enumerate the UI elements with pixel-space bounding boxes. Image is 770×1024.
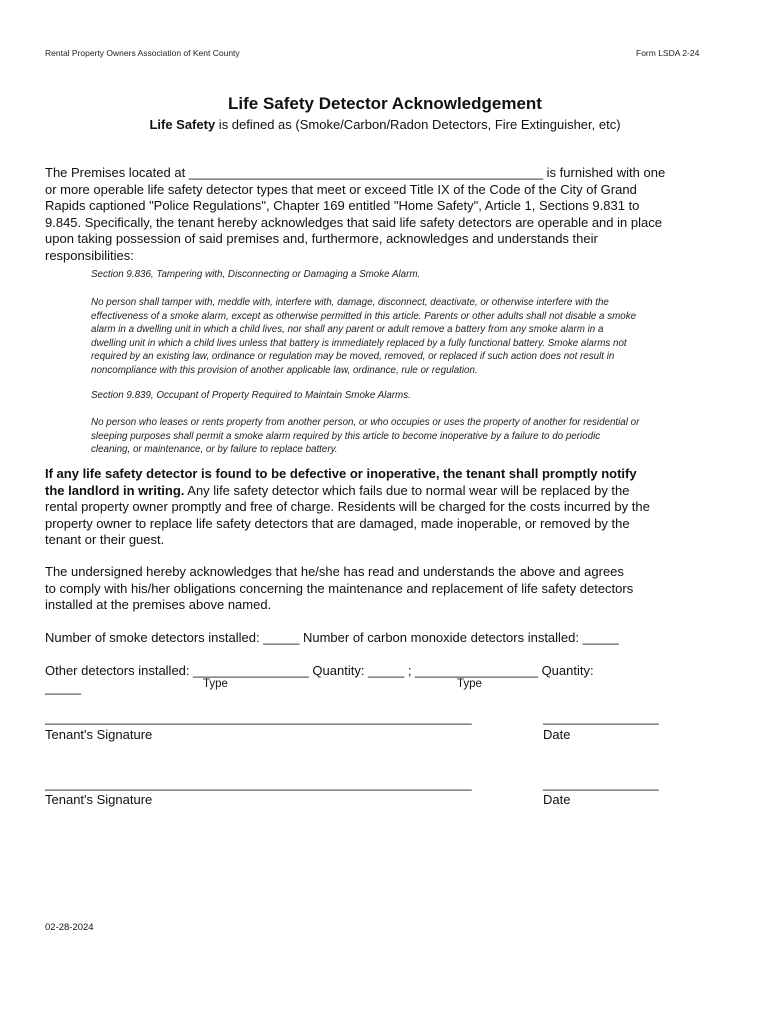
intro-line: 9.845. Specifically, the tenant hereby acknowledges that said life safety detectors are operable and in place <box>45 214 662 230</box>
acknowledge-paragraph <box>45 564 633 614</box>
date-label: Date <box>543 727 571 742</box>
section-line: required by an existing law, ordinance or regulation may be moved, removed, or replaced if such action does not result in <box>91 351 615 362</box>
section-line: cleaning, or maintenance, or by failure to replace battery. <box>91 444 338 455</box>
intro-paragraph <box>45 165 665 264</box>
defect-line-rest: Any life safety detector which fails due to normal wear will be replaced by the <box>184 482 630 498</box>
intro-line: Rapids captioned "Police Regulations", Chapter 169 entitled "Home Safety", Article 1, Sections 9.831 to <box>45 198 640 213</box>
section-line: alarm in a dwelling unit in which a child lives, nor shall any parent or adult remove a battery from any smoke alarm in a <box>91 324 604 335</box>
section-9836-heading: Section 9.836, Tampering with, Disconnecting or Damaging a Smoke Alarm. <box>91 269 421 280</box>
defect-line: tenant or their guest. <box>45 532 165 547</box>
date-label: Date <box>543 792 571 807</box>
section-line: noncompliance with this provision of another applicable law, ordinance, rule or regulation. <box>91 364 478 376</box>
defect-line: property owner to replace life safety detectors that are damaged, made inoperable, or removed by the <box>45 515 630 531</box>
organization-name: Rental Property Owners Association of Kent County <box>45 48 240 58</box>
section-9836-text <box>91 296 636 377</box>
tenant-signature-line[interactable]: ___________________________________________________________ <box>45 710 472 725</box>
date-line[interactable]: ________________ <box>543 776 659 791</box>
subtitle <box>0 117 770 132</box>
intro-line: The Premises located at _________________________________________________ is furnished with one <box>45 165 666 180</box>
section-line: effectiveness of a smoke alarm, except as otherwise permitted in this article. Parents or other adults shall not disable a smoke <box>91 310 637 322</box>
section-line: dwelling unit in which a child lives unless that battery is immediately replaced by a fully functional battery. Smoke alarms not <box>91 337 627 349</box>
page-title: Life Safety Detector Acknowledgement <box>228 94 542 113</box>
subtitle-rest: is defined as (Smoke/Carbon/Radon Detectors, Fire Extinguisher, etc) <box>215 117 621 132</box>
other-detectors-quantity-field[interactable]: _____ <box>45 680 82 695</box>
acknowledge-line: installed at the premises above named. <box>45 597 272 612</box>
section-9839-text <box>91 416 639 457</box>
date-line[interactable]: ________________ <box>543 710 659 725</box>
section-line: sleeping purposes shall permit a smoke alarm required by this article to become inoperative by a failure to do periodic <box>91 430 601 442</box>
form-id: Form LSDA 2-24 <box>636 48 700 58</box>
defect-bold-line: the landlord in writing. <box>45 482 185 498</box>
detector-count-field[interactable]: Number of smoke detectors installed: _____ Number of carbon monoxide detectors installed: _____ <box>45 630 619 645</box>
tenant-signature-label: Tenant's Signature <box>45 792 153 807</box>
acknowledge-line: to comply with his/her obligations concerning the maintenance and replacement of life safety detectors <box>45 580 634 596</box>
tenant-signature-line[interactable]: ___________________________________________________________ <box>45 776 472 791</box>
intro-line: or more operable life safety detector types that meet or exceed Title IX of the Code of the City of Grand <box>45 181 637 197</box>
type-label: Type <box>457 678 482 690</box>
section-line: No person who leases or rents property from another person, or who occupies or uses the property of another for residential or <box>91 417 640 428</box>
section-9839-heading: Section 9.839, Occupant of Property Required to Maintain Smoke Alarms. <box>91 390 411 401</box>
type-label: Type <box>203 678 228 690</box>
section-line: No person shall tamper with, meddle with, interfere with, damage, disconnect, deactivate, or otherwise interfere with the <box>91 297 609 308</box>
other-detectors-field[interactable]: Other detectors installed: ________________ Quantity: _____ ; _________________ Quantity: <box>45 663 594 678</box>
tenant-signature-label: Tenant's Signature <box>45 727 153 742</box>
defect-paragraph <box>45 466 650 549</box>
footer-date: 02-28-2024 <box>45 922 94 933</box>
subtitle-bold: Life Safety <box>149 117 216 132</box>
defect-bold-line: If any life safety detector is found to be defective or inoperative, the tenant shall promptly notify <box>45 466 637 481</box>
intro-line: responsibilities: <box>45 247 134 263</box>
acknowledge-line: The undersigned hereby acknowledges that he/she has read and understands the above and agrees <box>45 564 624 579</box>
intro-line: upon taking possession of said premises and, furthermore, acknowledges and understands their <box>45 231 598 246</box>
defect-line: rental property owner promptly and free of charge. Residents will be charged for the costs incurred by the <box>45 499 650 514</box>
